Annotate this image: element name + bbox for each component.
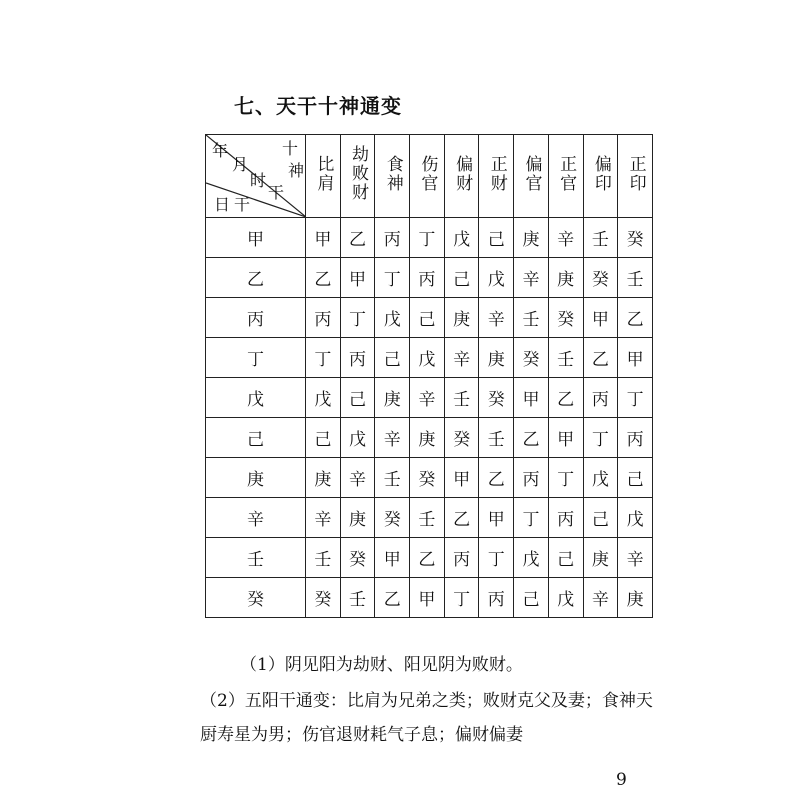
table-cell: 丙 <box>479 578 514 618</box>
table-cell: 癸 <box>514 338 549 378</box>
table-cell: 辛 <box>444 338 479 378</box>
table-cell: 庚 <box>444 298 479 338</box>
table-cell: 己 <box>444 258 479 298</box>
corner-label-god: 神 <box>288 161 305 180</box>
table-cell: 辛 <box>618 538 653 578</box>
table-cell: 丙 <box>514 458 549 498</box>
ten-gods-table <box>205 134 653 618</box>
table-cell: 丁 <box>583 418 618 458</box>
table-cell: 戊 <box>375 298 410 338</box>
row-stem-cell: 丁 <box>206 338 306 378</box>
table-cell: 辛 <box>583 578 618 618</box>
diagonal-corner <box>206 135 305 217</box>
table-cell: 辛 <box>410 378 445 418</box>
note-1: （1）阴见阳为劫财、阳见阴为败财。 <box>240 655 523 675</box>
column-header: 食神 <box>375 135 410 218</box>
corner-label-day: 日 <box>214 195 231 214</box>
table-cell: 辛 <box>514 258 549 298</box>
table-cell: 戊 <box>618 498 653 538</box>
table-cell: 己 <box>375 338 410 378</box>
table-cell: 庚 <box>306 458 341 498</box>
table-cell: 乙 <box>375 578 410 618</box>
row-stem-cell: 辛 <box>206 498 306 538</box>
table-row <box>206 538 653 578</box>
table-cell: 癸 <box>618 218 653 258</box>
table-row <box>206 578 653 618</box>
column-header: 偏官 <box>514 135 549 218</box>
corner-label-year: 年 <box>212 141 229 160</box>
column-header: 正印 <box>618 135 653 218</box>
table-row <box>206 338 653 378</box>
table-cell: 癸 <box>479 378 514 418</box>
column-header: 正财 <box>479 135 514 218</box>
table-cell: 丁 <box>410 218 445 258</box>
table-body <box>206 218 653 618</box>
table-cell: 壬 <box>548 338 583 378</box>
table-cell: 己 <box>514 578 549 618</box>
table-cell: 丙 <box>306 298 341 338</box>
table-cell: 丁 <box>340 298 375 338</box>
table-cell: 戊 <box>514 538 549 578</box>
table-cell: 丁 <box>375 258 410 298</box>
corner-label-stem-bottom: 干 <box>234 195 251 214</box>
corner-header-cell <box>206 135 306 218</box>
table-cell: 乙 <box>410 538 445 578</box>
table-cell: 乙 <box>479 458 514 498</box>
table-cell: 甲 <box>340 258 375 298</box>
table-cell: 庚 <box>410 418 445 458</box>
table-cell: 甲 <box>375 538 410 578</box>
table-cell: 辛 <box>340 458 375 498</box>
row-stem-cell: 庚 <box>206 458 306 498</box>
table-cell: 戊 <box>410 338 445 378</box>
row-stem-cell: 癸 <box>206 578 306 618</box>
table-cell: 癸 <box>375 498 410 538</box>
table-cell: 甲 <box>410 578 445 618</box>
table-header-row <box>206 135 653 218</box>
table-cell: 庚 <box>340 498 375 538</box>
column-header: 劫败财 <box>340 135 375 218</box>
table-cell: 壬 <box>514 298 549 338</box>
table-cell: 戊 <box>340 418 375 458</box>
table-row <box>206 498 653 538</box>
table-cell: 乙 <box>306 258 341 298</box>
table-cell: 辛 <box>306 498 341 538</box>
table-cell: 戊 <box>479 258 514 298</box>
table-cell: 壬 <box>375 458 410 498</box>
table-cell: 庚 <box>583 538 618 578</box>
column-header: 正官 <box>548 135 583 218</box>
table-cell: 丙 <box>340 338 375 378</box>
table-cell: 癸 <box>340 538 375 578</box>
corner-label-ten: 十 <box>282 139 299 158</box>
column-header: 偏印 <box>583 135 618 218</box>
row-stem-cell: 壬 <box>206 538 306 578</box>
table-cell: 乙 <box>514 418 549 458</box>
table-cell: 丁 <box>306 338 341 378</box>
table-cell: 壬 <box>618 258 653 298</box>
table-cell: 丁 <box>479 538 514 578</box>
table-cell: 甲 <box>306 218 341 258</box>
table-cell: 己 <box>479 218 514 258</box>
table-row <box>206 458 653 498</box>
table-cell: 辛 <box>548 218 583 258</box>
table-row <box>206 418 653 458</box>
table-cell: 丁 <box>548 458 583 498</box>
table-row <box>206 258 653 298</box>
column-header: 伤官 <box>410 135 445 218</box>
table-cell: 己 <box>410 298 445 338</box>
corner-label-stem-top: 干 <box>268 183 285 202</box>
table-cell: 乙 <box>618 298 653 338</box>
table-cell: 戊 <box>583 458 618 498</box>
table-cell: 丁 <box>618 378 653 418</box>
table-cell: 丁 <box>514 498 549 538</box>
table-cell: 癸 <box>306 578 341 618</box>
row-stem-cell: 甲 <box>206 218 306 258</box>
table-cell: 丙 <box>583 378 618 418</box>
table-cell: 甲 <box>479 498 514 538</box>
table-cell: 壬 <box>444 378 479 418</box>
note-2: （2）五阳干通变：比肩为兄弟之类；败财克父及妻；食神天厨寿星为男；伤官退财耗气子息；偏财偏妻 <box>200 691 653 745</box>
table-cell: 戊 <box>306 378 341 418</box>
table-cell: 丙 <box>444 538 479 578</box>
table-cell: 丁 <box>444 578 479 618</box>
column-header: 比肩 <box>306 135 341 218</box>
table-cell: 丙 <box>618 418 653 458</box>
row-stem-cell: 己 <box>206 418 306 458</box>
table-row <box>206 378 653 418</box>
table-cell: 戊 <box>444 218 479 258</box>
table-cell: 辛 <box>479 298 514 338</box>
table-cell: 丙 <box>548 498 583 538</box>
table-cell: 甲 <box>618 338 653 378</box>
row-stem-cell: 丙 <box>206 298 306 338</box>
table-cell: 庚 <box>479 338 514 378</box>
corner-label-month: 月 <box>232 155 249 174</box>
table-cell: 甲 <box>548 418 583 458</box>
table-cell: 甲 <box>444 458 479 498</box>
table-cell: 丙 <box>375 218 410 258</box>
table-cell: 甲 <box>514 378 549 418</box>
table-cell: 己 <box>583 498 618 538</box>
table-cell: 癸 <box>548 298 583 338</box>
section-title: 七、天干十神通变 <box>234 94 402 118</box>
table-cell: 乙 <box>548 378 583 418</box>
table-cell: 己 <box>548 538 583 578</box>
table-cell: 己 <box>340 378 375 418</box>
table-cell: 乙 <box>340 218 375 258</box>
table-row <box>206 218 653 258</box>
table-cell: 己 <box>306 418 341 458</box>
table-cell: 丙 <box>410 258 445 298</box>
corner-label-hour: 时 <box>250 171 267 190</box>
table-cell: 乙 <box>583 338 618 378</box>
table-cell: 庚 <box>548 258 583 298</box>
table-cell: 乙 <box>444 498 479 538</box>
table-cell: 戊 <box>548 578 583 618</box>
table-cell: 壬 <box>479 418 514 458</box>
table-cell: 庚 <box>514 218 549 258</box>
page-number: 9 <box>616 770 627 790</box>
table-cell: 己 <box>618 458 653 498</box>
column-header: 偏财 <box>444 135 479 218</box>
row-stem-cell: 乙 <box>206 258 306 298</box>
table-cell: 壬 <box>583 218 618 258</box>
table-cell: 辛 <box>375 418 410 458</box>
table-cell: 甲 <box>583 298 618 338</box>
table-cell: 癸 <box>583 258 618 298</box>
table-row <box>206 298 653 338</box>
table-cell: 癸 <box>444 418 479 458</box>
table-cell: 癸 <box>410 458 445 498</box>
table-cell: 庚 <box>618 578 653 618</box>
table-cell: 壬 <box>306 538 341 578</box>
table-cell: 庚 <box>375 378 410 418</box>
table-cell: 壬 <box>340 578 375 618</box>
table-cell: 壬 <box>410 498 445 538</box>
row-stem-cell: 戊 <box>206 378 306 418</box>
